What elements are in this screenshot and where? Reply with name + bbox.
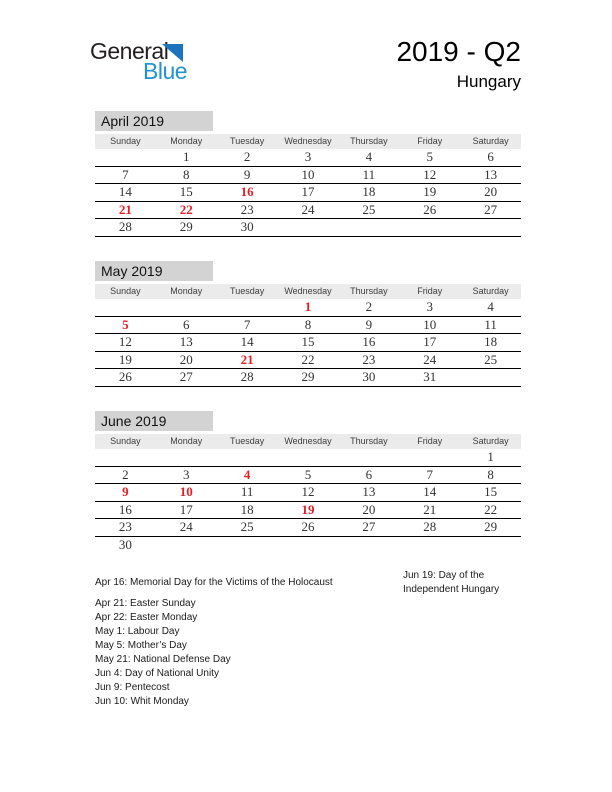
day-cell: 29 — [301, 369, 315, 384]
week-row — [95, 299, 521, 317]
day-cell — [278, 449, 339, 466]
logo-text-general: General — [90, 38, 169, 64]
weekday-label: Thursday — [350, 136, 388, 146]
day-cell: 16 — [240, 184, 254, 199]
month-title: May 2019 — [95, 261, 213, 281]
week-row — [95, 219, 521, 237]
week-row — [95, 449, 521, 467]
day-cell: 22 — [301, 351, 315, 367]
day-cell — [399, 219, 460, 236]
day-cell: 1 — [183, 149, 190, 164]
day-cell: 7 — [426, 466, 433, 482]
quarter-title: 2019 - Q2 — [396, 36, 521, 67]
week-row — [95, 334, 521, 352]
day-cell: 17 — [423, 334, 437, 349]
month-may-2019 — [95, 261, 521, 387]
holiday-row — [95, 695, 521, 709]
holiday-item: Jun 4: Day of National Unity — [95, 668, 219, 679]
day-cell: 14 — [423, 484, 437, 499]
week-row — [95, 537, 521, 555]
holiday-item: May 1: Labour Day — [95, 626, 180, 637]
month-title: April 2019 — [95, 111, 213, 131]
day-cell: 23 — [362, 351, 376, 367]
day-cell — [278, 537, 339, 555]
week-row — [95, 317, 521, 335]
weekday-label: Friday — [417, 436, 443, 446]
day-cell: 28 — [423, 519, 437, 534]
day-cell — [278, 219, 339, 236]
day-cell — [217, 299, 278, 316]
holiday-row — [95, 597, 521, 611]
day-cell: 26 — [118, 369, 132, 384]
day-cell: 4 — [487, 299, 494, 314]
holiday-row — [95, 667, 521, 681]
day-cell: 21 — [118, 201, 132, 217]
day-cell: 6 — [487, 149, 494, 164]
day-cell — [399, 537, 460, 555]
week-row — [95, 184, 521, 202]
day-cell: 3 — [183, 466, 190, 482]
day-cell: 16 — [362, 334, 376, 349]
day-cell: 28 — [118, 219, 132, 234]
holiday-item: Jun 9: Pentecost — [95, 682, 170, 693]
day-cell: 21 — [240, 351, 254, 367]
day-cell: 13 — [484, 166, 498, 182]
weekday-label: Thursday — [350, 436, 388, 446]
day-cell: 15 — [484, 484, 498, 499]
day-cell: 27 — [362, 519, 376, 534]
day-cell: 27 — [179, 369, 193, 384]
month-title: June 2019 — [95, 411, 213, 431]
month-april-2019 — [95, 111, 521, 237]
holiday-item: May 5: Mother’s Day — [95, 640, 187, 651]
week-row — [95, 467, 521, 485]
day-cell: 7 — [122, 166, 129, 182]
day-cell: 18 — [484, 334, 498, 349]
day-cell: 29 — [484, 519, 498, 534]
day-cell: 19 — [118, 351, 132, 367]
day-cell: 2 — [122, 466, 129, 482]
day-cell: 5 — [304, 466, 312, 482]
weekday-label: Wednesday — [284, 136, 332, 146]
day-cell: 20 — [484, 184, 498, 199]
day-cell: 30 — [240, 219, 254, 234]
day-cell: 17 — [301, 184, 315, 199]
general-blue-logo — [90, 38, 210, 86]
day-cell: 19 — [301, 501, 315, 517]
holiday-item: May 21: National Defense Day — [95, 654, 231, 665]
day-cell: 2 — [365, 299, 373, 314]
day-cell: 6 — [183, 316, 190, 332]
week-row — [95, 202, 521, 220]
day-cell — [460, 369, 521, 386]
holiday-item: Jun 19: Day of the Independent Hungary — [403, 570, 500, 595]
day-cell — [95, 149, 156, 166]
day-cell: 19 — [423, 184, 437, 199]
day-cell — [156, 449, 217, 466]
weekday-header-row — [95, 284, 521, 299]
day-cell: 17 — [179, 501, 193, 517]
day-cell: 20 — [362, 501, 376, 517]
week-row — [95, 502, 521, 520]
day-cell: 4 — [243, 466, 251, 482]
weekday-label: Monday — [170, 286, 203, 296]
day-cell: 12 — [423, 166, 437, 182]
day-cell: 8 — [487, 466, 494, 482]
weekday-label: Sunday — [110, 286, 141, 296]
weekday-label: Sunday — [110, 136, 141, 146]
day-cell: 24 — [301, 201, 315, 217]
day-cell: 22 — [179, 201, 193, 217]
week-row — [95, 149, 521, 167]
day-cell: 26 — [423, 201, 437, 217]
holiday-row — [95, 639, 521, 653]
country-subtitle: Hungary — [456, 72, 521, 91]
day-cell: 1 — [487, 449, 494, 464]
day-cell — [156, 537, 217, 555]
month-june-2019 — [95, 411, 521, 554]
weekday-label: Tuesday — [230, 136, 265, 146]
weekday-label: Tuesday — [230, 436, 265, 446]
weekday-header-row — [95, 434, 521, 449]
day-cell: 11 — [362, 166, 376, 182]
day-cell — [217, 449, 278, 466]
day-cell — [156, 299, 217, 316]
day-cell: 11 — [240, 484, 254, 499]
week-row — [95, 484, 521, 502]
day-cell: 5 — [122, 316, 129, 332]
day-cell: 1 — [304, 299, 312, 314]
holiday-item: Apr 22: Easter Monday — [95, 612, 198, 623]
holiday-row — [95, 611, 521, 625]
holiday-item: Apr 16: Memorial Day for the Victims of the Holocaust — [95, 577, 333, 588]
day-cell: 15 — [301, 334, 315, 349]
day-cell: 18 — [362, 184, 376, 199]
weekday-label: Thursday — [350, 286, 388, 296]
holiday-item: Jun 10: Whit Monday — [95, 696, 189, 707]
day-cell: 8 — [304, 316, 312, 332]
week-row — [95, 519, 521, 537]
holiday-item: Apr 21: Easter Sunday — [95, 598, 196, 609]
day-cell — [460, 537, 521, 555]
day-cell: 20 — [179, 351, 193, 367]
day-cell: 11 — [484, 316, 497, 332]
weekday-label: Friday — [417, 136, 443, 146]
day-cell — [338, 219, 399, 236]
day-cell — [95, 449, 156, 466]
day-cell: 25 — [484, 351, 498, 367]
day-cell: 10 — [179, 484, 193, 499]
day-cell: 24 — [423, 351, 437, 367]
calendar-months — [95, 111, 521, 579]
day-cell — [460, 219, 521, 236]
logo-text-blue: Blue — [143, 58, 188, 84]
holiday-row — [95, 625, 521, 639]
day-cell — [217, 537, 278, 555]
weekday-label: Saturday — [472, 136, 509, 146]
day-cell: 9 — [365, 316, 373, 332]
day-cell: 22 — [484, 501, 498, 517]
day-cell: 12 — [118, 334, 132, 349]
day-cell: 10 — [301, 166, 315, 182]
day-cell: 23 — [240, 201, 254, 217]
week-row — [95, 369, 521, 387]
holiday-row — [95, 681, 521, 695]
day-cell: 24 — [179, 519, 193, 534]
day-cell: 7 — [243, 316, 251, 332]
day-cell — [338, 537, 399, 555]
day-cell: 14 — [118, 184, 132, 199]
day-cell: 29 — [179, 219, 193, 234]
day-cell: 30 — [362, 369, 376, 384]
day-cell: 26 — [301, 519, 315, 534]
day-cell — [95, 299, 156, 316]
day-cell: 14 — [240, 334, 254, 349]
weekday-label: Saturday — [472, 286, 509, 296]
day-cell: 23 — [118, 519, 132, 534]
day-cell: 4 — [365, 149, 373, 164]
day-cell: 6 — [365, 466, 373, 482]
day-cell: 3 — [304, 149, 312, 164]
day-cell: 18 — [240, 501, 254, 517]
day-cell: 3 — [426, 299, 433, 314]
day-cell — [338, 449, 399, 466]
weekday-label: Wednesday — [284, 436, 332, 446]
weekday-label: Monday — [170, 136, 203, 146]
day-cell: 13 — [179, 334, 193, 349]
weekday-label: Monday — [170, 436, 203, 446]
day-cell: 13 — [362, 484, 376, 499]
weekday-label: Friday — [417, 286, 443, 296]
day-cell: 9 — [122, 484, 129, 499]
day-cell: 25 — [362, 201, 376, 217]
day-cell: 16 — [118, 501, 132, 517]
week-row — [95, 167, 521, 185]
day-cell — [399, 449, 460, 466]
weekday-header-row — [95, 134, 521, 149]
day-cell: 9 — [243, 166, 251, 182]
holiday-row — [95, 569, 521, 597]
day-cell: 21 — [423, 501, 437, 517]
day-cell: 30 — [118, 536, 132, 552]
day-cell: 25 — [240, 519, 254, 534]
day-cell: 8 — [183, 166, 190, 182]
weekday-label: Wednesday — [284, 286, 332, 296]
day-cell: 15 — [179, 184, 193, 199]
weekday-label: Tuesday — [230, 286, 265, 296]
weekday-label: Sunday — [110, 436, 141, 446]
weekday-label: Saturday — [472, 436, 509, 446]
week-row — [95, 352, 521, 370]
day-cell: 27 — [484, 201, 498, 217]
page-header — [396, 36, 521, 91]
holiday-row — [95, 653, 521, 667]
holidays-list — [95, 569, 521, 709]
day-cell: 12 — [301, 484, 315, 499]
day-cell: 31 — [423, 369, 437, 384]
day-cell: 10 — [423, 316, 437, 332]
day-cell: 5 — [426, 149, 433, 164]
day-cell: 2 — [243, 149, 251, 164]
day-cell: 28 — [240, 369, 254, 384]
